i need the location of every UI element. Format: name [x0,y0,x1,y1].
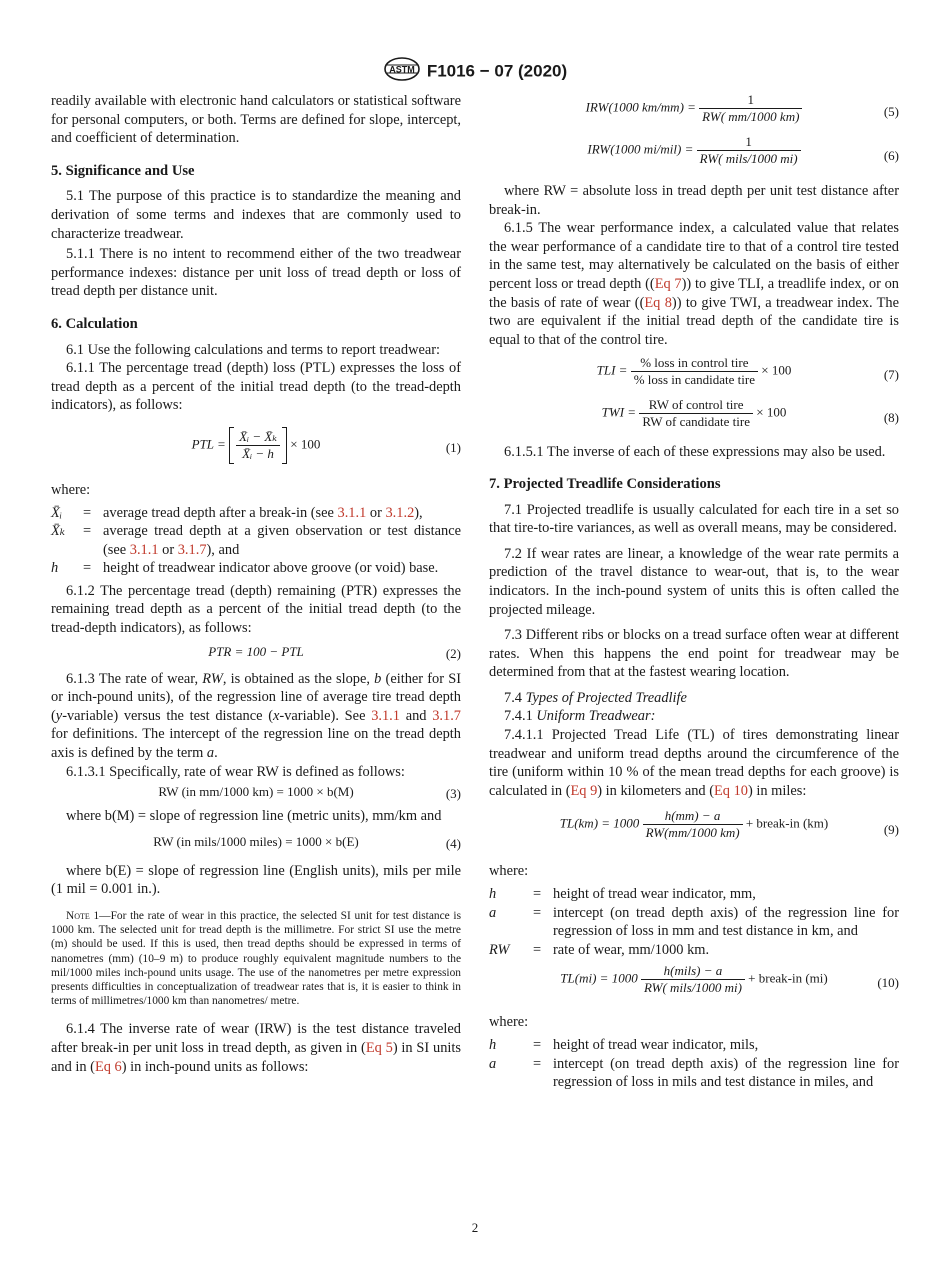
page-number: 2 [471,1220,479,1235]
definition-row: h = height of tread wear indicator, mils, [489,1037,759,1053]
paragraph-7-3: 7.3 Different ribs or blocks on a tread surface often wear at different rates. When this happens the end point for treadwear may be determined from that at the fastest wearing location. [489,627,899,681]
paragraph-6-1-2: 6.1.2 The percentage tread (depth) remaining (PTR) expresses the remaining tread depth as a percent of the initial tread depth (to the tread-depth indicators), as follows: [51,582,461,637]
paragraph-b-m: where b(M) = slope of regression line (metric units), mm/km and [66,808,442,825]
left-column [51,92,461,1076]
definitions-list [489,1036,899,1092]
cross-reference-link[interactable]: Eq 5 [365,1040,393,1057]
svg-text:ASTM: ASTM [389,64,415,75]
paragraph-6-1-1: 6.1.1 The percentage tread (depth) loss (PTL) expresses the loss of tread depth as a percent of the initial tread depth (to the tread-depth indicators), as follows: [51,360,461,414]
where-label: where: [489,1014,529,1031]
paragraph-7-2: 7.2 If wear rates are linear, a knowledge of the wear rate permits a prediction of the travel distance to wear-out, that is, to the wear indicators. In the inch-pound system of units this is often called the projected mileage. [489,545,899,618]
cross-reference-link[interactable]: 3.1.1 [337,504,367,521]
equation-number: (7) [883,367,899,383]
paragraph-6-1-3-1: 6.1.3.1 Specifically, rate of wear RW is defined as follows: [66,763,405,780]
cross-reference-link[interactable]: 3.1.1 [129,541,159,558]
right-column [489,92,899,1096]
cross-reference-link[interactable]: Eq 10 [714,782,748,799]
paragraph-6-1-5-1: 6.1.5.1 The inverse of each of these expressions may also be used. [504,444,886,461]
equation-2: PTR = 100 − PTL (2) [208,643,461,661]
paragraph-6-1-3: 6.1.3 The rate of wear, RW, is obtained as the slope, b (either for SI or inch-pound units), of the regression line of average tire tread depth (y-variable) versus the test distance (x-variable). See 3.1.1 and 3.1.7 for definitions. The intercept of the regression line on the tread depth axis is defined by the term a. [51,670,461,762]
cross-reference-link[interactable]: 3.1.2 [385,504,415,521]
equation-number: (3) [445,786,461,802]
paragraph-6-1: 6.1 Use the following calculations and terms to report treadwear: [66,341,441,358]
astm-logo-icon [383,56,421,87]
equation-number: (9) [883,822,899,838]
paragraph-6-1-5: 6.1.5 The wear performance index, a calculated value that relates the wear performance of a candidate tire to that of a control tire tested in the same test, may alternatively be calculated on the basis of either percent loss or tread depth ((Eq 7)) to give TLI, a treadlife index, or on the basis of rate of wear ((Eq 8)) to give TWI, a treadwear index. The two are equivalent if the initial tread depth of the candidate tire is equal to that of the control tire. [489,220,900,348]
equation-number: (5) [883,104,899,119]
section-7-heading: 7. Projected Treadlife Considerations [489,475,721,492]
where-label: where: [51,481,91,498]
definition-row: X̄ₖ = average tread depth at a given observation or test distance (see 3.1.1 or 3.1.7), and [51,523,461,558]
equation-number: (4) [445,835,461,851]
section-5-heading: 5. Significance and Use [51,162,195,179]
cross-reference-link[interactable]: Eq 6 [94,1058,122,1075]
cross-reference-link[interactable]: 3.1.7 [432,707,461,724]
cross-reference-link[interactable]: 3.1.1 [371,707,400,724]
equation-8: TWI = $\frac{\text{RW of control tire}}{\text{RW of candidate tire}}$ × 100 (8) [601,397,899,430]
equation-number: (6) [883,148,899,163]
paragraph-7-4-1-1: 7.4.1.1 Projected Tread Life (TL) of tires demonstrating linear treadwear and uniform tread depths around the circumference of the tire (uniform within 10 % of the mean tread depths for each groove) is calculated in (Eq 9) in kilometers and (Eq 10) in miles: [489,727,899,799]
equation-number: (2) [445,645,461,661]
paragraph-rw-definition: where RW = absolute loss in tread depth per unit test distance after break-in. [489,183,899,218]
equation-1: PTL = $\frac{\text{X̄ᵢ − X̄ₖ}}{\text{X̄ᵢ − h}}$ × 100 (1) [51,423,461,473]
paragraph-6-1-4: 6.1.4 The inverse rate of wear (IRW) is the test distance traveled after break-in per unit loss in tread depth, as given in (Eq 5) in SI units and in (Eq 6) in inch-pound units as follows: [51,1021,462,1075]
paragraph-intro: readily available with electronic hand calculators or statistical software for personal computers, or both. Terms are defined for slope, intercept, and coefficient of determination. [51,93,461,147]
definition-row: RW = rate of wear, mm/1000 km. [489,941,710,958]
equation-6: IRW(1000 mi/mil) = $\frac{1}{\text{RW( mils/1000 mi)}}$ (6) [587,134,899,166]
paragraph-7-1: 7.1 Projected treadlife is usually calculated for each tire in a set so that tire-to-tire variances, as well as overall means, may be considered. [489,501,899,537]
equation-number: (1) [445,439,461,455]
paragraph-5-1-1: 5.1.1 There is no intent to recommend either of the two treadwear performance indexes: distance per unit loss of tread depth or loss of tread depth per distance unit. [51,246,461,300]
page-header [0,56,950,87]
cross-reference-link[interactable]: Eq 7 [654,275,682,292]
definitions-list [51,504,461,578]
definition-row: h = height of tread wear indicator, mm, [489,886,756,903]
definition-row: h = height of treadwear indicator above groove (or void) base. [51,560,439,577]
paragraph-b-e: where b(E) = slope of regression line (English units), mils per mile (1 mil = 0.001 in.). [51,862,461,898]
definition-row: a = intercept (on tread depth axis) of the regression line for regression of loss in mils and test distance in miles, and [489,1055,899,1091]
note-1: Note 1—For the rate of wear in this practice, the selected SI unit for test distance is 1000 km. The selected unit for tread depth is the millimetre. For strict SI use the metre (m) should be used. If this is used, then tread depths should be expressed in terms of nanometres (mm) (10–9 m) to produce roughly equivalent magnitude numbers to the mil/1000 miles inch-pound units usage. The use of the nanometres per metre expression presents difficulties in conceptualization of treadwear rates that is, it is easier to think in terms of millimetres/1000 km than nanometres/ metre. [51,910,461,1008]
paragraph-5-1: 5.1 The purpose of this practice is to standardize the meaning and derivation of some terms and indexes that are commonly used to characterize treadwear. [51,188,461,242]
definition-row: X̄ᵢ = average tread depth after a break-in (see 3.1.1 or 3.1.2), [51,504,423,521]
equation-number: (8) [883,410,899,426]
equation-10: TL(mi) = 1000 $\frac{\text{h(mils) − a}}{\text{RW( mils/1000 mi)}}$ + break-in (mi) (10) [560,963,899,996]
equation-number: (10) [877,975,899,991]
equation-7: TLI = $\frac{\text{\% loss in control tire}}{\text{\% loss in candidate tire}}$ × 100 (7) [596,355,899,388]
paragraph-7-4-1: 7.4.1 Uniform Treadwear: [504,708,656,725]
cross-reference-link[interactable]: Eq 9 [570,782,598,799]
cross-reference-link[interactable]: 3.1.7 [177,541,207,558]
cross-reference-link[interactable]: Eq 8 [644,294,672,311]
equation-5: IRW(1000 km/mm) = $\frac{1}{RW( mm/1000 km)}$ (5) [585,92,899,124]
where-label: where: [489,863,529,880]
definitions-list [489,885,899,959]
paragraph-7-4: 7.4 Types of Projected Treadlife [504,689,687,706]
equation-3: RW (in mm/1000 km) = 1000 × b(M) (3) [158,784,461,802]
section-6-heading: 6. Calculation [51,315,138,332]
equation-4: RW (in mils/1000 miles) = 1000 × b(E) (4) [153,833,461,851]
document-designation: F1016 − 07 (2020) [426,61,568,81]
definition-row: a = intercept (on tread depth axis) of the regression line for regression of loss in mm and test distance in km, and [489,904,899,940]
equation-9: TL(km) = 1000 $\frac{h(mm) - a}{RW(mm/1000 km)}$ + break-in (km) (9) [559,808,899,841]
